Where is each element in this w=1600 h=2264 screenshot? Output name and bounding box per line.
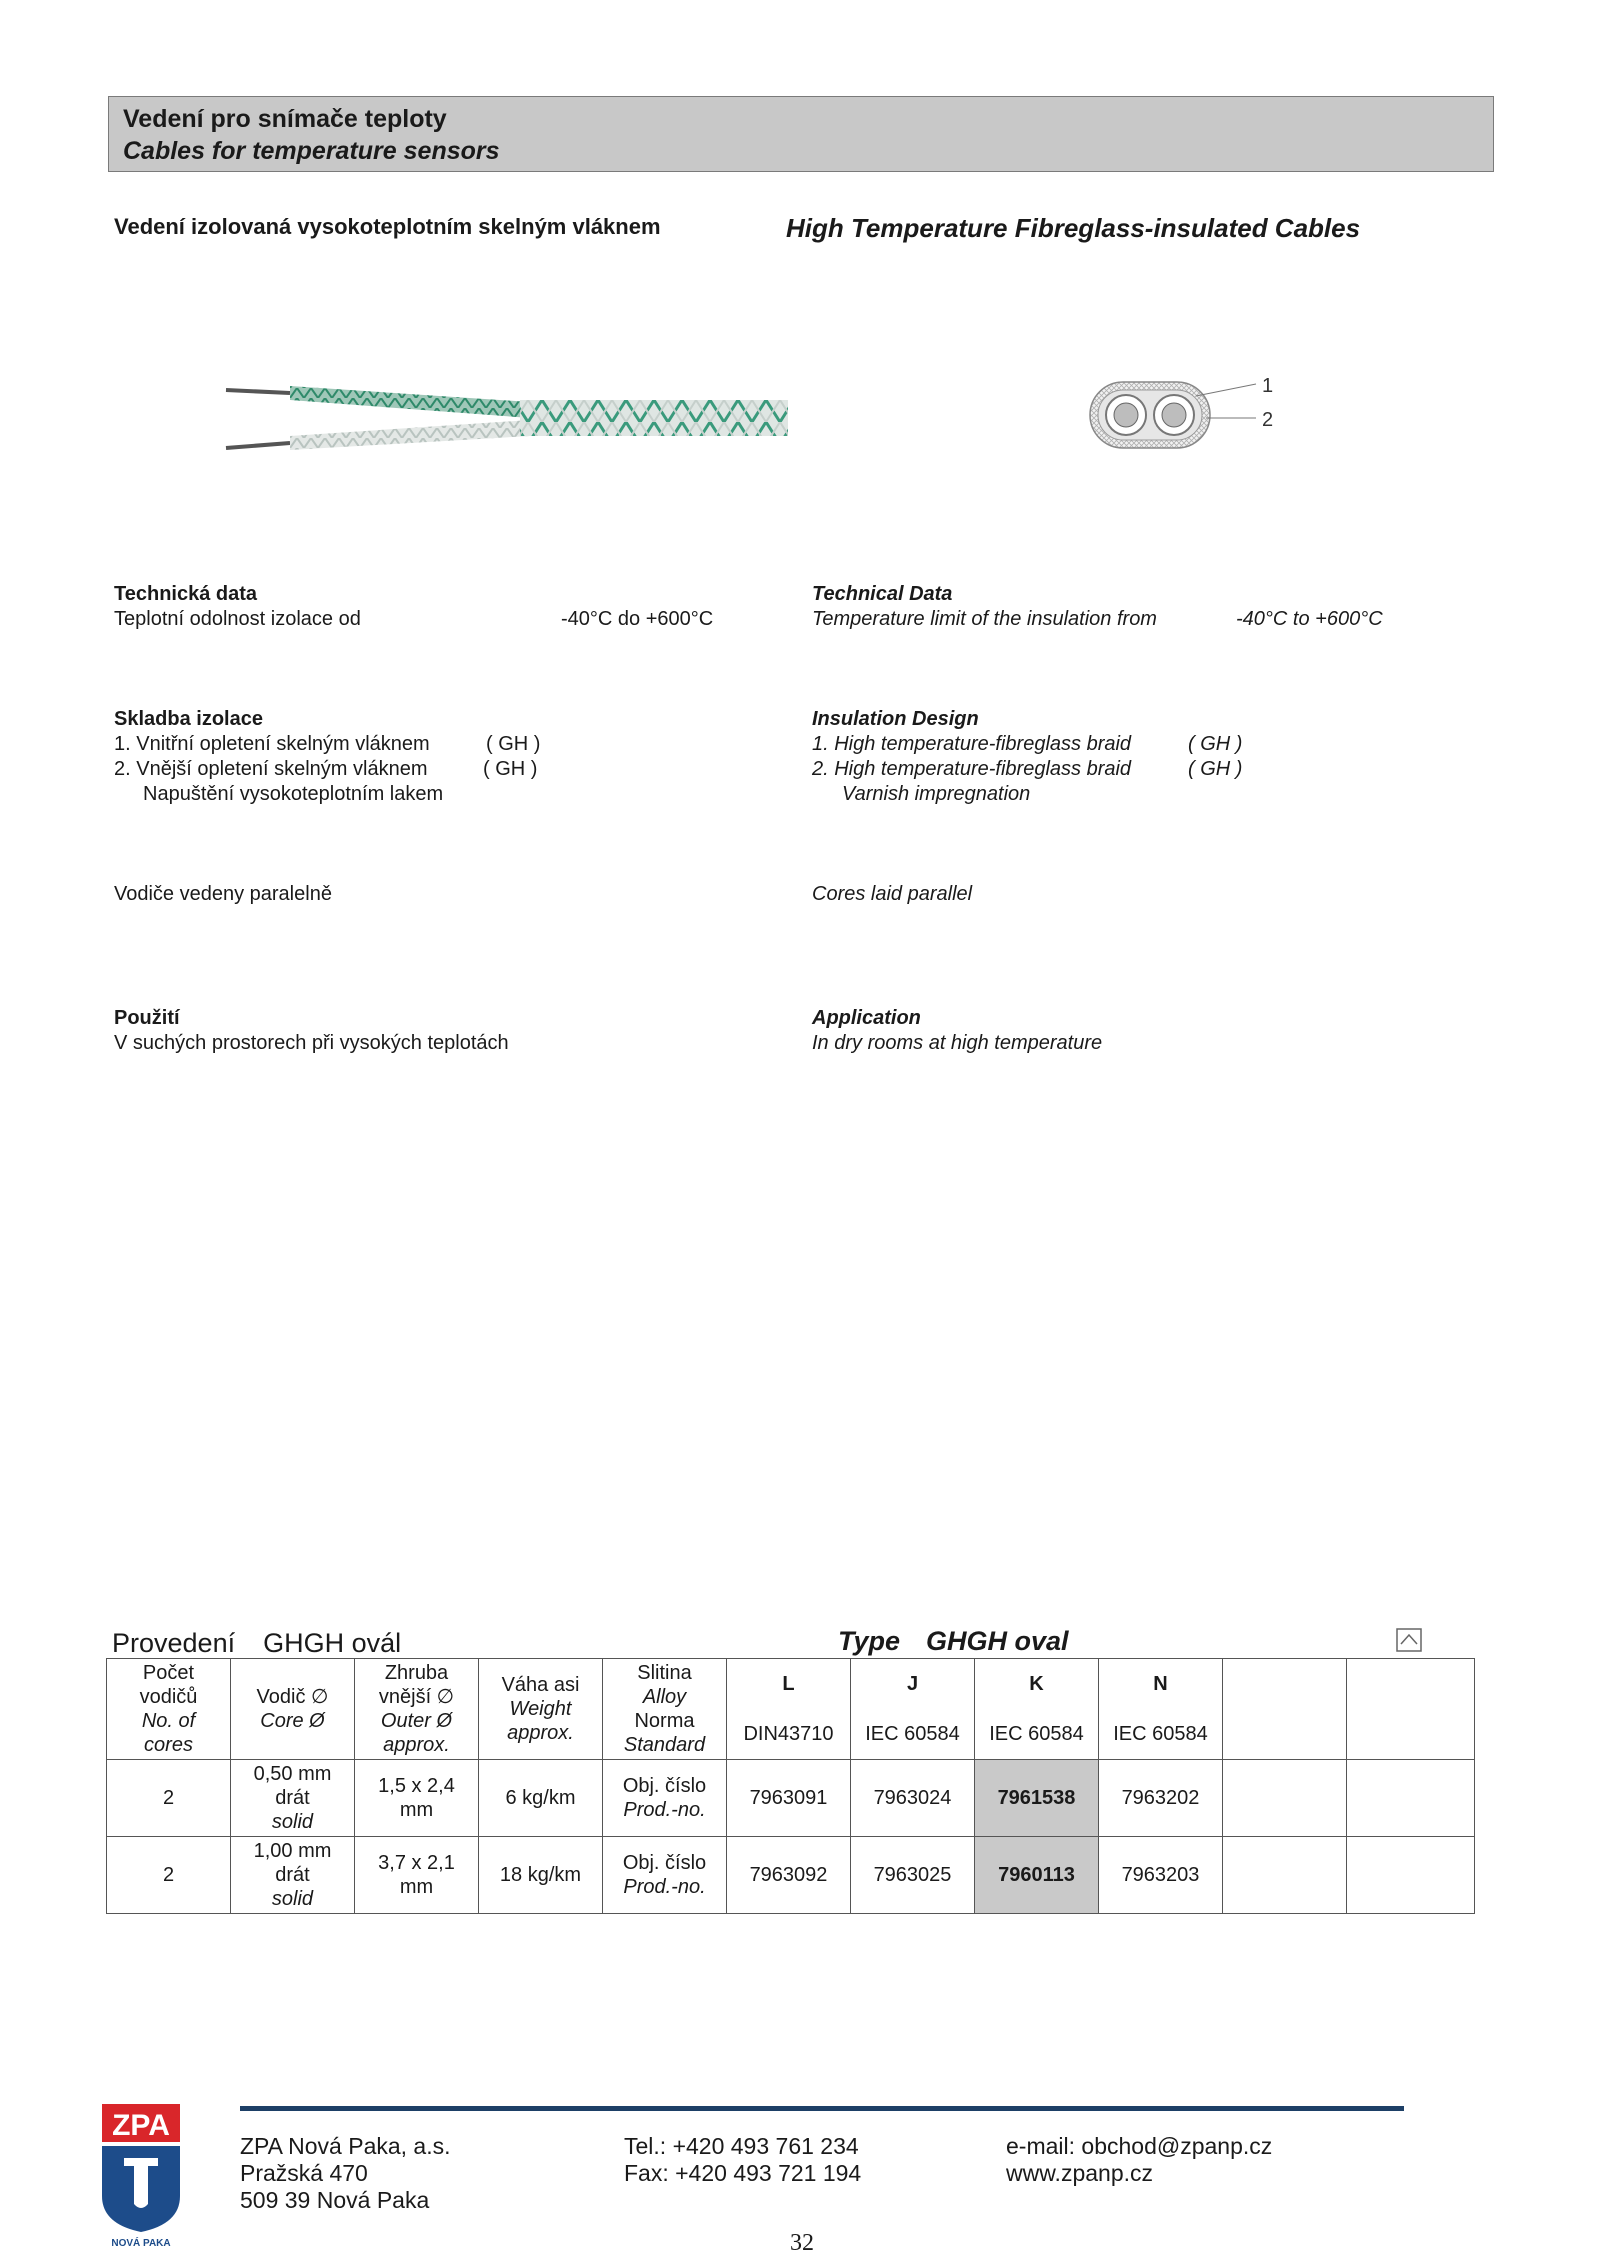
back-to-top-icon[interactable] [1396, 1628, 1422, 1652]
subtitle-en: High Temperature Fibreglass-insulated Cables [786, 213, 1361, 243]
diagram-label-1: 1 [1262, 375, 1274, 397]
footer-fax: Fax: +420 493 721 194 [624, 2160, 862, 2186]
cell-code-k: 7961538 [975, 1760, 1099, 1837]
header-alloy-k: K [975, 1659, 1099, 1710]
product-table [106, 1658, 1475, 1914]
cell-cores: 2 [107, 1837, 231, 1914]
type-label-en: Type [838, 1626, 901, 1656]
technical-heading-en: Technical Data [812, 583, 953, 605]
header-empty-2 [1347, 1659, 1475, 1760]
header-standard-n: IEC 60584 [1099, 1709, 1223, 1760]
footer-city: 509 39 Nová Paka [240, 2187, 430, 2213]
technical-text-cz: Teplotní odolnost izolace od [114, 608, 361, 630]
cell-empty-2 [1347, 1837, 1475, 1914]
cell-cores: 2 [107, 1760, 231, 1837]
insulation-heading-en: Insulation Design [812, 708, 979, 730]
cable-cross-section-diagram [1084, 368, 1284, 458]
insulation-line2-code-en: ( GH ) [1188, 758, 1243, 780]
header-outer-diameter: Zhruba vnější ∅ Outer Ø approx. [355, 1659, 479, 1760]
cell-code-k: 7960113 [975, 1837, 1099, 1914]
footer-website[interactable]: www.zpanp.cz [1006, 2160, 1154, 2186]
technical-value-en: -40°C to +600°C [1236, 608, 1383, 630]
cores-text-en: Cores laid parallel [812, 883, 973, 905]
header-standard-k: IEC 60584 [975, 1709, 1099, 1760]
technical-heading-cz: Technická data [114, 583, 258, 605]
footer-tel: Tel.: +420 493 761 234 [624, 2133, 859, 2159]
header-alloy-n: N [1099, 1659, 1223, 1710]
header-core-diameter: Vodič ∅ Core Ø [231, 1659, 355, 1760]
cores-text-cz: Vodiče vedeny paralelně [114, 883, 332, 905]
type-heading-cz [112, 1628, 401, 1659]
insulation-line1-en: 1. High temperature-fibreglass braid [812, 733, 1132, 755]
cell-weight: 18 kg/km [479, 1837, 603, 1914]
insulation-line3-cz: Napuštění vysokoteplotním lakem [143, 783, 444, 805]
cell-code-l: 7963092 [727, 1837, 851, 1914]
page-header-box [108, 96, 1494, 172]
page-title-cz: Vedení pro snímače teploty [123, 105, 447, 133]
cell-empty-2 [1347, 1760, 1475, 1837]
type-label-cz: Provedení [112, 1628, 236, 1658]
cable-photo [220, 378, 790, 458]
technical-value-cz: -40°C do +600°C [561, 608, 714, 630]
cell-code-n: 7963202 [1099, 1760, 1223, 1837]
footer-company: ZPA Nová Paka, a.s. [240, 2133, 451, 2159]
cell-code-n: 7963203 [1099, 1837, 1223, 1914]
footer-divider [240, 2106, 1404, 2111]
insulation-line2-cz: 2. Vnější opletení skelným vláknem [114, 758, 428, 780]
header-standard-l: DIN43710 [727, 1709, 851, 1760]
header-cores: Počet vodičů No. of cores [107, 1659, 231, 1760]
table-row [107, 1760, 1475, 1837]
type-heading-en [838, 1626, 1069, 1657]
footer-email[interactable]: e-mail: obchod@zpanp.cz [1006, 2133, 1273, 2159]
insulation-line1-code-en: ( GH ) [1188, 733, 1243, 755]
insulation-line2-code-cz: ( GH ) [483, 758, 538, 780]
insulation-line2-en: 2. High temperature-fibreglass braid [812, 758, 1132, 780]
application-heading-cz: Použití [114, 1007, 180, 1029]
logo-subtext: NOVÁ PAKA [111, 2238, 171, 2249]
header-alloy-j: J [851, 1659, 975, 1710]
cell-weight: 6 kg/km [479, 1760, 603, 1837]
header-alloy-standard: Slitina Alloy Norma Standard [603, 1659, 727, 1760]
cell-prod-label: Obj. číslo Prod.-no. [603, 1837, 727, 1914]
diagram-label-2: 2 [1262, 409, 1274, 431]
cell-code-j: 7963025 [851, 1837, 975, 1914]
application-text-en: In dry rooms at high temperature [812, 1032, 1103, 1054]
header-empty-1 [1223, 1659, 1347, 1760]
cell-code-l: 7963091 [727, 1760, 851, 1837]
header-alloy-l: L [727, 1659, 851, 1710]
insulation-line1-code-cz: ( GH ) [486, 733, 541, 755]
logo-text: ZPA [112, 2109, 170, 2142]
cell-outer: 1,5 x 2,4 mm [355, 1760, 479, 1837]
cell-code-j: 7963024 [851, 1760, 975, 1837]
insulation-heading-cz: Skladba izolace [114, 708, 263, 730]
header-weight: Váha asi Weight approx. [479, 1659, 603, 1760]
application-heading-en: Application [812, 1007, 921, 1029]
technical-text-en: Temperature limit of the insulation from [812, 608, 1157, 630]
insulation-line3-en: Varnish impregnation [842, 783, 1031, 805]
cell-empty-1 [1223, 1837, 1347, 1914]
cell-prod-label: Obj. číslo Prod.-no. [603, 1760, 727, 1837]
table-row [107, 1837, 1475, 1914]
insulation-line1-cz: 1. Vnitřní opletení skelným vláknem [114, 733, 430, 755]
footer-street: Pražská 470 [240, 2160, 368, 2186]
page-title-en: Cables for temperature sensors [123, 137, 500, 165]
subtitle-cz: Vedení izolovaná vysokoteplotním skelným vláknem [114, 214, 661, 239]
page-number: 32 [790, 2230, 814, 2256]
type-value-en: GHGH oval [926, 1626, 1069, 1656]
header-standard-j: IEC 60584 [851, 1709, 975, 1760]
cell-empty-1 [1223, 1760, 1347, 1837]
zpa-logo [98, 2100, 184, 2250]
cell-outer: 3,7 x 2,1 mm [355, 1837, 479, 1914]
application-text-cz: V suchých prostorech při vysokých teplotách [114, 1032, 509, 1054]
type-value-cz: GHGH ovál [263, 1628, 402, 1658]
cell-core-size: 1,00 mm drát solid [231, 1837, 355, 1914]
cell-core-size: 0,50 mm drát solid [231, 1760, 355, 1837]
